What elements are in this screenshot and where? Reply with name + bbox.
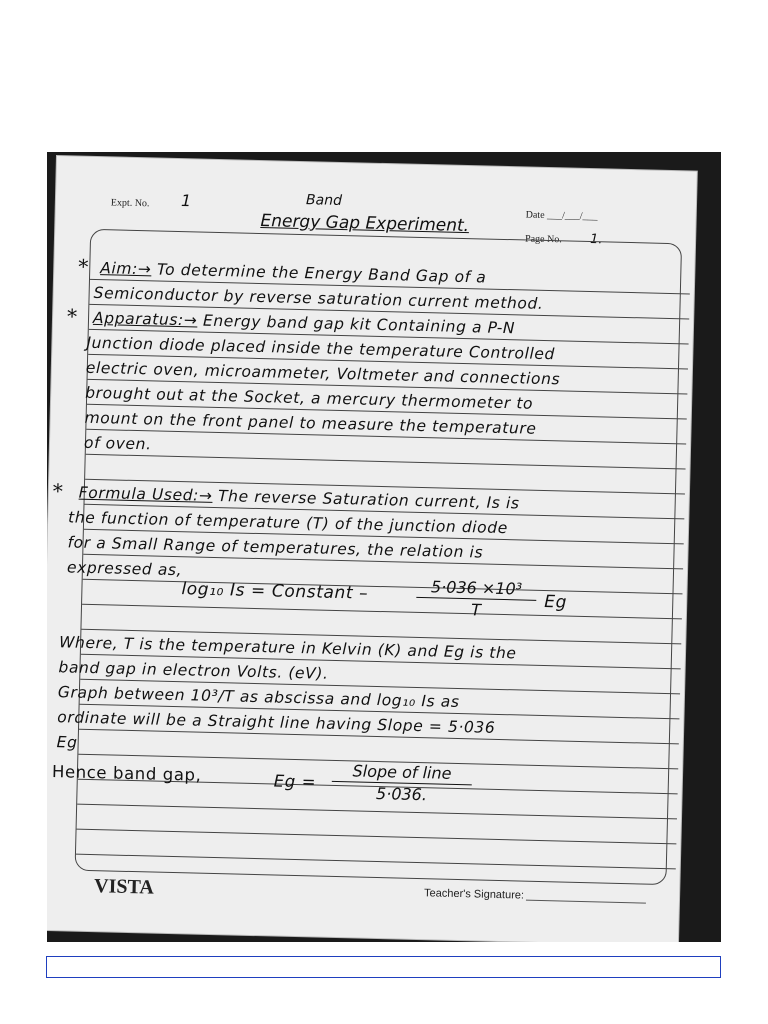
page-no-value: 1.	[589, 232, 603, 248]
apparatus-line-2: Junction diode placed inside the temperature Controlled	[86, 333, 556, 364]
where-line-2: band gap in electron Volts. (eV).	[58, 658, 329, 683]
date-label: Date ___/___/___	[525, 209, 598, 223]
where-line-3: Graph between 10³/T as abscissa and log₁₀ Is as	[57, 683, 460, 711]
aim-heading: Aim:→	[100, 259, 152, 279]
apparatus-line-1: Energy band gap kit Containing a P-N	[202, 311, 516, 338]
notebook-page	[47, 156, 697, 942]
formula-line-2: the function of temperature (T) of the junction diode	[67, 508, 509, 538]
apparatus-heading: Apparatus:→	[92, 308, 198, 330]
bullet-star: *	[78, 254, 89, 279]
where-line-4: ordinate will be a Straight line having Slope = 5·036	[57, 708, 496, 737]
expt-value: 1	[180, 191, 192, 211]
expt-label: Expt. No.	[110, 197, 150, 210]
notebook-photo	[47, 152, 721, 942]
title-insert: Band	[305, 192, 343, 209]
bullet-star: *	[52, 479, 64, 504]
handwritten-notes	[47, 156, 697, 942]
equation-right: Eg	[544, 592, 568, 613]
equation-left: log₁₀ Is = Constant –	[181, 579, 369, 604]
where-line-5: Eg	[56, 733, 78, 752]
equation-fraction	[416, 577, 537, 621]
page-no-label: Page No.	[524, 233, 562, 246]
eg-label: Eg =	[273, 771, 317, 792]
where-line-1: Where, T is the temperature in Kelvin (K) and Eg is the	[58, 633, 517, 663]
blank-box	[46, 956, 721, 978]
equation-numerator: 5·036 ×10³	[430, 577, 523, 599]
bandgap-fraction	[331, 761, 472, 805]
formula-line-1: The reverse Saturation current, Is is	[217, 487, 520, 513]
bandgap-numerator: Slope of line	[352, 761, 452, 783]
apparatus-line-4: brought out at the Socket, a mercury thermometer to	[85, 383, 534, 413]
formula-line-4: expressed as,	[66, 558, 183, 580]
formula-line-3: for a Small Range of temperatures, the relation is	[67, 533, 484, 562]
vista-logo	[94, 875, 154, 899]
bandgap-denominator: 5·036.	[375, 783, 428, 805]
apparatus-line-3: electric oven, microammeter, Voltmeter and connections	[85, 358, 561, 389]
aim-line-1: To determine the Energy Band Gap of a	[156, 260, 487, 287]
signature-label: Teacher's Signature:	[423, 887, 525, 902]
aim-line-2: Semiconductor by reverse saturation current method.	[93, 283, 544, 313]
hence-text: Hence band gap,	[51, 762, 202, 785]
logo-text: VISTA	[93, 875, 155, 899]
equation-denominator: T	[470, 600, 482, 620]
page-title: Energy Gap Experiment.	[260, 210, 470, 237]
apparatus-line-5: mount on the front panel to measure the temperature	[84, 408, 537, 438]
bullet-star: *	[66, 304, 78, 329]
formula-heading: Formula Used:→	[78, 483, 213, 505]
apparatus-line-6: of oven.	[83, 433, 152, 454]
